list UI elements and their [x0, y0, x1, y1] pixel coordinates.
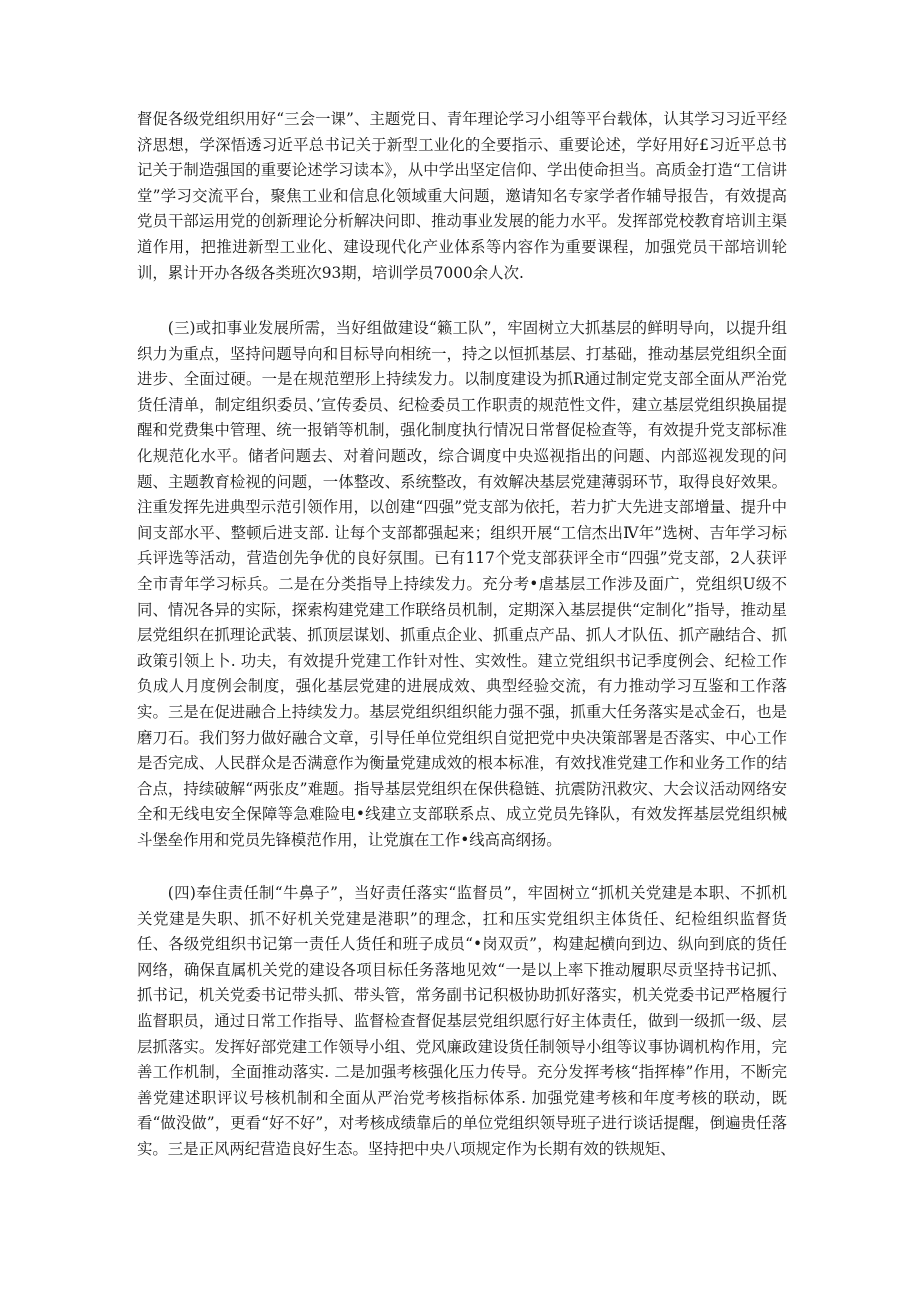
body-text-block [137, 881, 787, 1163]
paragraph-continued-party-study: 督促各级党组织用好“三会一课”、主题党日、青年理论学习小组等平台载体，认其学习习近平经济思想，学深悟透习近平总书记关于新型工业化的全要指示、重要论述，学好用好£习近平总书记关于制造强国的重要论述学习读本》，从中学出坚定信仰、学出使命担当。高质金打造“工信讲堂”学习交流平台，聚焦工业和信息化领域重大问题，邀请知名专家学者作辅导报告，有效提高党员干部运用党的创新理论分析解决问即、推动事业发展的能力水平。发挥部党校教育培训主渠道作用，把推进新型工业化、建设现代化产业体系等内容作为重要课程，加强党员干部培训轮训，累计开办各级各类班次93期，培训学员7000余人次. [137, 110, 787, 282]
paragraph-section-three: (三)或扣事业发展所需，当好组做建设“籁工队”，牢固树立大抓基层的鲜明导向，以提升组织力为重点，坚持问题导向和目标导向相统一，持之以恒抓基层、打基础，推动基层党组织全面进步、全面过硬。一是在规范塑形上持续发力。以制度建设为抓R通过制定党支部全面从严治党货任清单，制定组织委员、’宣传委员、纪检委员工作职责的规范性文件，建立基层党组织换届提醒和党费集中管理、统一报销等机制，强化制度执行情况日常督促检查等，有效提升党支部标准化规范化水平。储者问题去、对着问题改，综合调度中央巡视指出的问题、内部巡视发现的问题、主题教育检视的问题，一体整改、系统整改，有效解决基层党建薄弱环节，取得良好效果。注重发挥先进典型示范引领作用，以创建“四强”党支部为依托，若力扩大先进支部增量、提升中间支部水平、整顿后进支部. 让每个支部都强起来；组织开展“工信杰出Ⅳ年”选树、吉年学习标兵评选等活动，营造创先争优的良好氛围。已有117个党支部获评全市“四强”党支部，2人获评全市青年学习标兵。二是在分类指导上持续发力。充分考•虐基层工作涉及面广，党组织U级不同、情况各异的实际，探索构建党建工作联络员机制，定期深入基层提供“定制化”指导，推动星层党组织在抓理论武装、抓顶层谋划、抓重点企业、抓重点产品、抓人才队伍、抓产融结合、抓政策引领上卜. 功夫，有效提升党建工作针对性、实效性。建立党组织书记季度例会、纪检工作负成人月度例会制度，强化基层党建的进展成效、典型经验交流，有力推动学习互鉴和工作落实。三是在促进融合上持续发力。基层党组织组织能力强不强，抓重大任务落实是忒金石，也是磨刀石。我们努力做好融合文章，引导任单位党组织自觉把党中央决策部署是否落实、中心工作是否完成、人民群众是否满意作为衡量党建成效的根本标准，有效找准党建工作和业务工作的结合点，持续破解“两张皮”难题。指导基层党组织在保供稳链、抗震防汛救灾、大会议活动网络安全和无线电安全保障等急难险电•线建立支部联系点、成立党员先锋队，有效发挥基层党组织械斗堡垒作用和党员先锋模范作用，让党旗在工作•线高高纲扬。 [137, 319, 787, 849]
paragraph-section-four: (四)奉住责任制“牛鼻子”，当好责任落实“监督员”，牢固树立“抓机关党建是本职、不抓机关党建是失职、抓不好机关党建是港职”的理念，扛和压实党组织主体货任、纪检组织监督货任、各级党组织书记第一责任人货任和班子成员“•岗双贡”，构建起横向到边、纵向到底的货任网络，确保直属机关党的建设各项目标任务落地见效“一是以上率下推动履职尽贡坚持书记抓、抓书记，机关党委书记带头抓、带头管，常务副书记积极协助抓好落实，机关党委书记严格履行监督职员，通过日常工作指导、监督检查督促基层党组织愿行好主体责任，做到一级抓一级、层层抓落实。发挥好部党建工作领导小组、党风廉政建设货任制领导小组等议事协调机构作用，完善工作机制，全面推动落实. 二是加强考核强化压力传导。充分发挥考核“指挥棒”作用，不断完善党建述职评议号核机制和全面从严治党考核指标体系. 加强党建考核和年度考核的联动，既看“做没做”，更看“好不好”，对考核成绩靠后的单位党组织领导班子进行谈话提醒，倒遍贵任落实。三是正风两纪营造良好生态。坚持把中央八项规定作为长期有效的铁规矩、 [137, 884, 787, 1158]
body-text-block [137, 107, 787, 286]
body-text-block [137, 316, 787, 853]
